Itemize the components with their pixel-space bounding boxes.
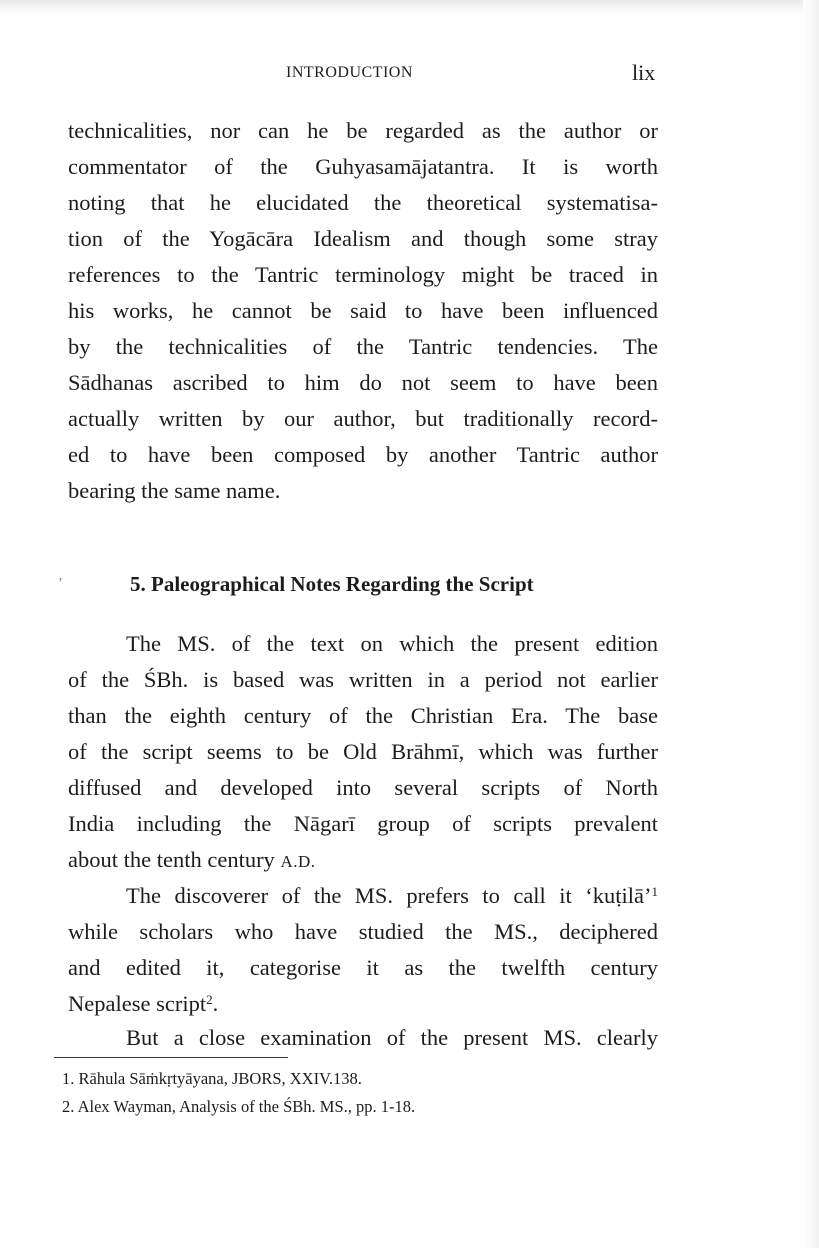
text-line: actually written by our author, but traditionally record- (68, 406, 658, 431)
text-run: . (212, 991, 219, 1016)
text-line: than the eighth century of the Christian Era. The base (68, 703, 658, 728)
footnote-2: 2. Alex Wayman, Analysis of the ŚBh. MS., pp. 1-18. (62, 1097, 416, 1116)
text-line: But a close examination of the present MS. clearly (126, 1025, 658, 1050)
text-line: bearing the same name. (68, 478, 281, 503)
text-line (68, 847, 316, 873)
page-number: lix (632, 60, 656, 85)
text-line: noting that he elucidated the theoretical systematisa- (68, 190, 658, 215)
text-line (68, 991, 218, 1017)
footnote-ref-1[interactable]: 1 (651, 884, 658, 899)
text-line: India including the Nāgarī group of scripts prevalent (68, 811, 658, 836)
margin-mark: ʼ (58, 576, 63, 591)
text-line: technicalities, nor can he be regarded as the author or (68, 118, 658, 143)
footnote-ref-2[interactable]: 2 (206, 992, 213, 1007)
text-run: Nepalese script (68, 991, 207, 1016)
scan-top-edge (0, 0, 819, 14)
text-line: Sādhanas ascribed to him do not seem to have been (68, 370, 658, 395)
text-line: commentator of the Guhyasamājatantra. It is worth (68, 154, 658, 179)
footnote-rule (54, 1057, 288, 1058)
text-line: tion of the Yogācāra Idealism and though some stray (68, 226, 658, 251)
text-line: while scholars who have studied the MS., deciphered (68, 919, 658, 944)
text-line: references to the Tantric terminology might be traced in (68, 262, 658, 287)
footnote-1: 1. Rāhula Sāṁkṛtyāyana, JBORS, XXIV.138. (62, 1069, 362, 1088)
running-title: INTRODUCTION (286, 64, 413, 81)
text-run: The discoverer of the MS. prefers to call it ‘kuṭilā’ (126, 883, 652, 908)
text-line: of the ŚBh. is based was written in a period not earlier (68, 667, 658, 692)
era-abbreviation: A.D. (280, 852, 316, 871)
text-line: of the script seems to be Old Brāhmī, which was further (68, 739, 658, 764)
text-line (126, 883, 658, 909)
text-line: ed to have been composed by another Tantric author (68, 442, 658, 467)
text-line: The MS. of the text on which the present edition (126, 631, 658, 656)
section-heading: 5. Paleographical Notes Regarding the Script (130, 572, 534, 596)
text-line: by the technicalities of the Tantric tendencies. The (68, 334, 658, 359)
scan-right-edge (803, 0, 819, 1248)
text-line: and edited it, categorise it as the twelfth century (68, 955, 658, 980)
text-line: his works, he cannot be said to have been influenced (68, 298, 658, 323)
text-run: about the tenth century (68, 847, 275, 872)
text-line: diffused and developed into several scripts of North (68, 775, 658, 800)
